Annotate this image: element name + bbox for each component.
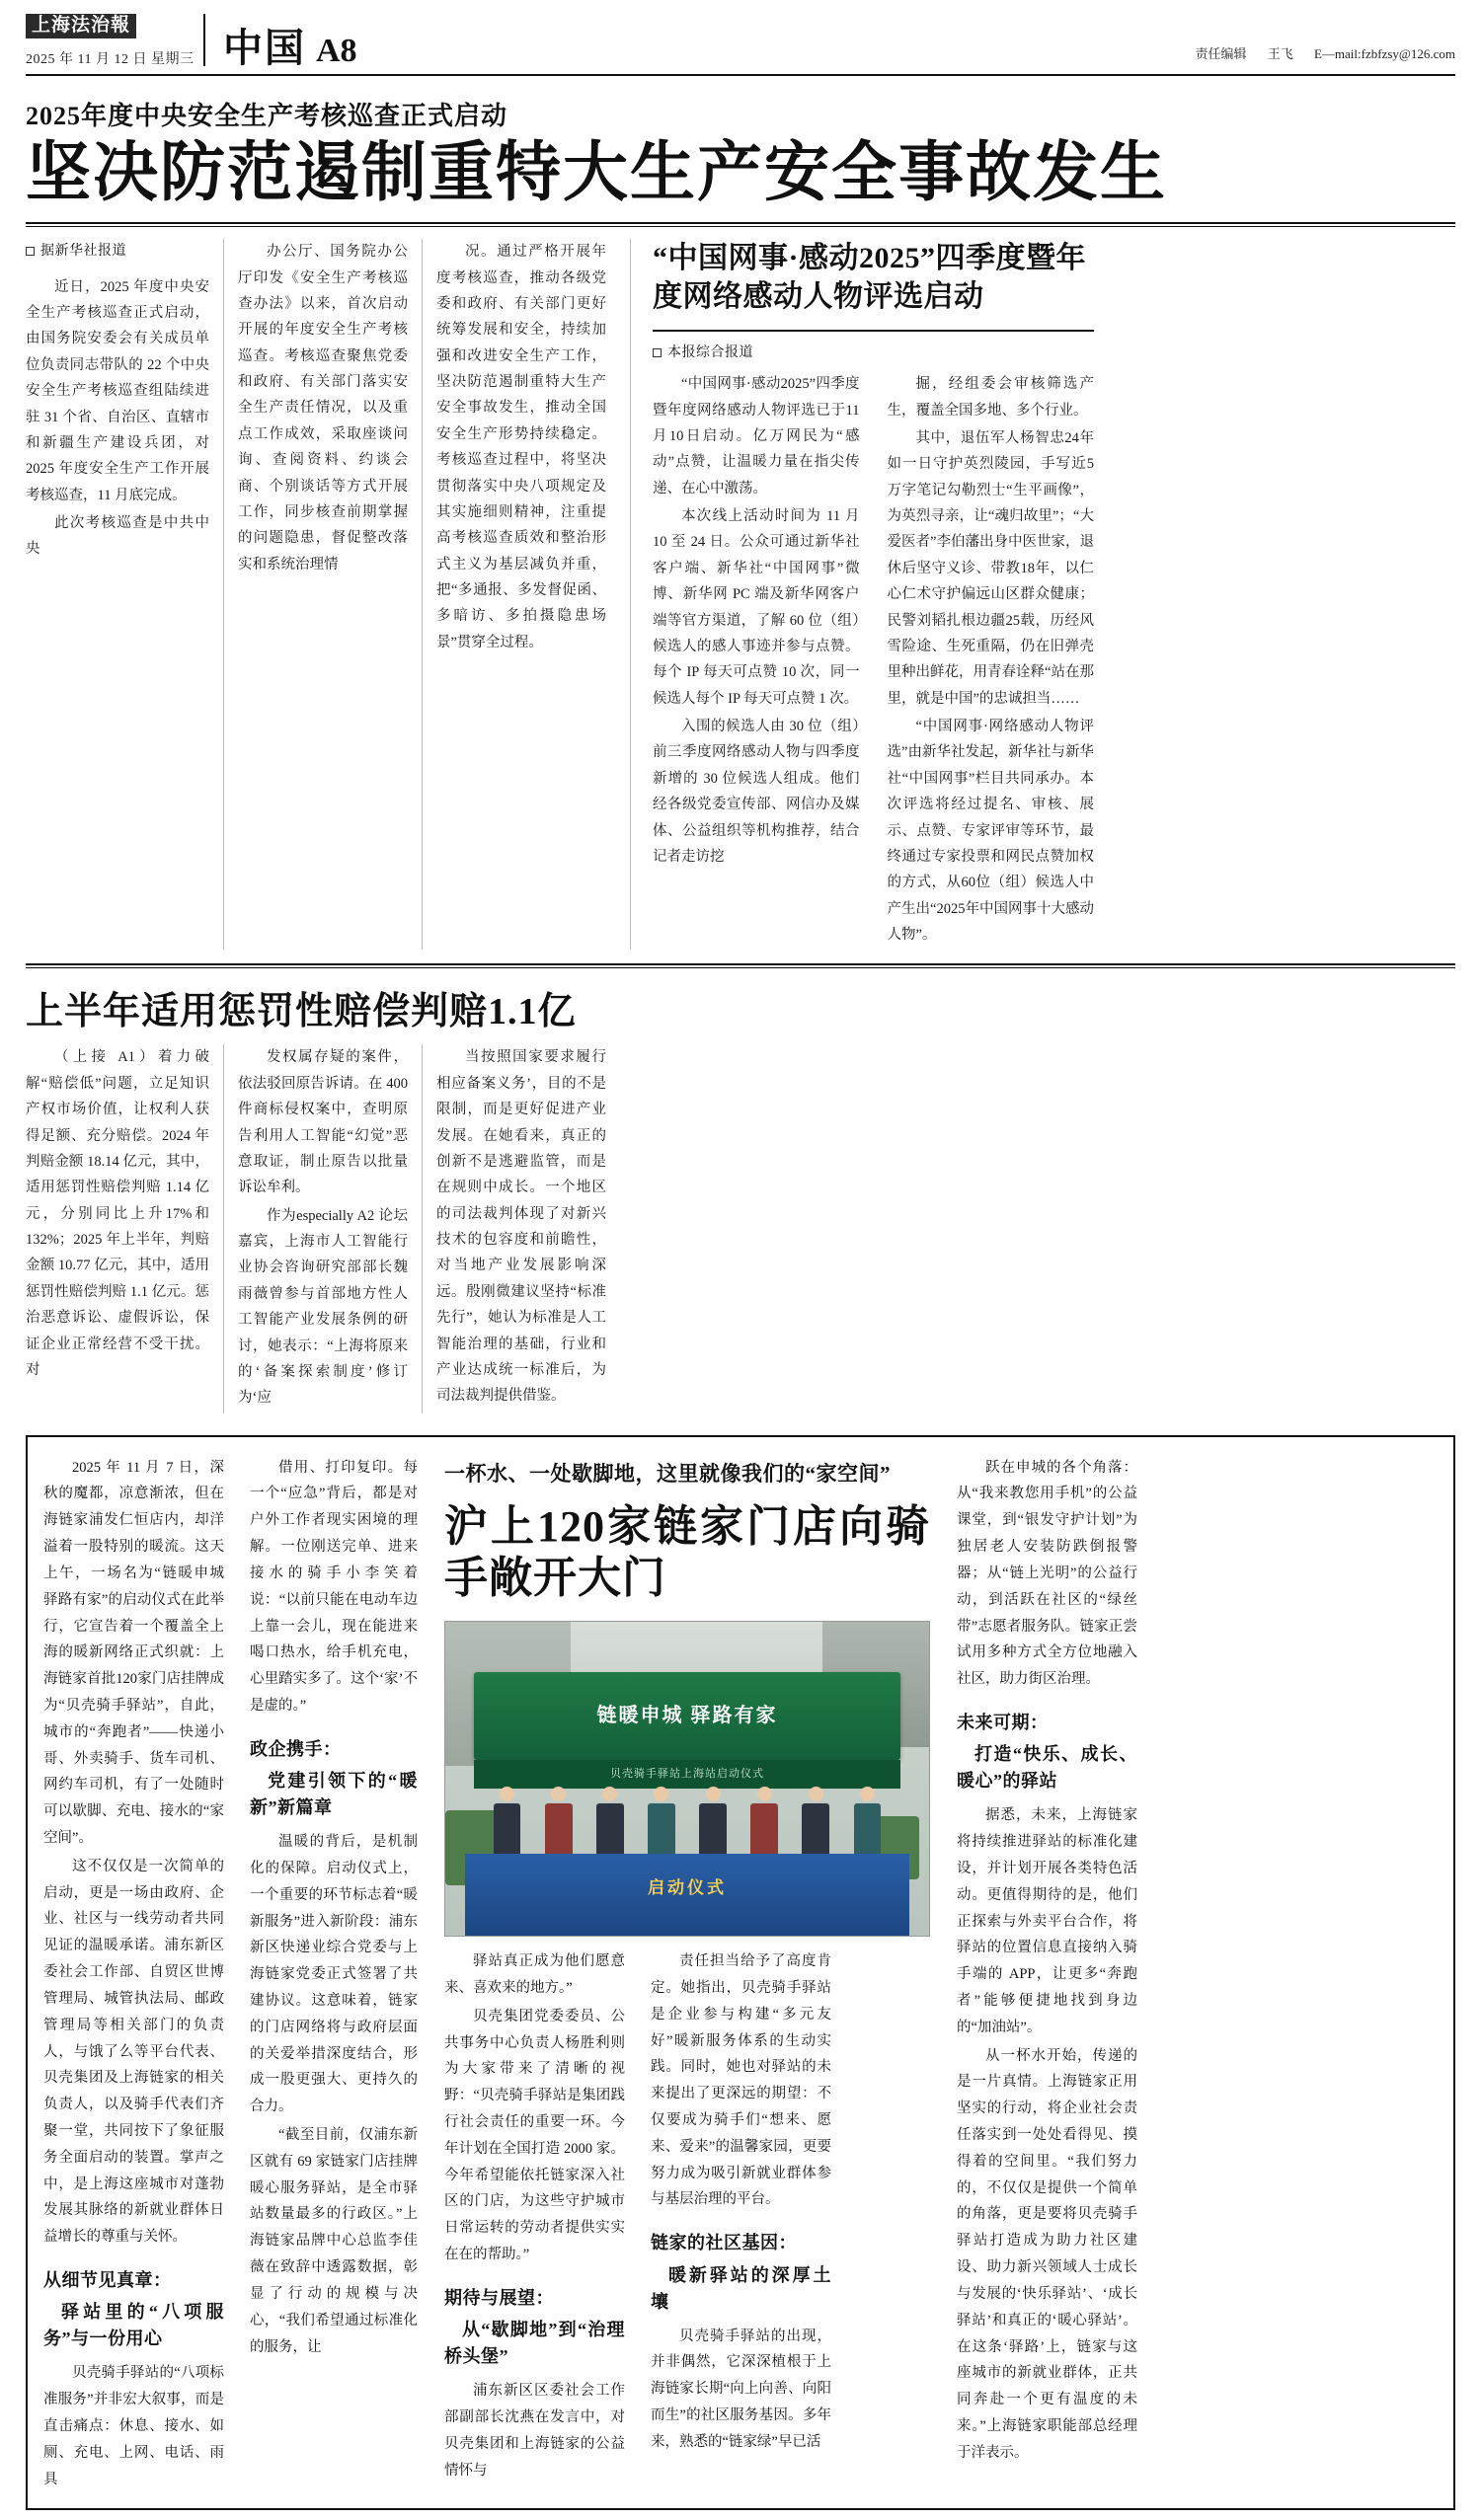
mid-column-3 xyxy=(423,1044,620,1413)
feature-subhead: 从细节见真章： xyxy=(43,2270,172,2291)
photo-banner-sub: 贝壳骑手驿站上海站启动仪式 xyxy=(474,1760,899,1789)
feature-column-2 xyxy=(237,1455,430,2495)
photo-person-body xyxy=(854,1803,881,1854)
paragraph: 浦东新区区委社会工作部副部长沈燕在发言中，对贝壳集团和上海链家的公益情怀与 xyxy=(444,2383,625,2479)
photo-person xyxy=(545,1773,572,1855)
secondary-column-1 xyxy=(653,371,874,950)
rule-thick xyxy=(653,330,1094,332)
editor-email: E—mail:fzbfzsy@126.com xyxy=(1313,45,1455,61)
paragraph: （上接 A1）着力破解“赔偿低”问题，立足知识产权市场价值，让权利人获得足额、充分赔偿。2024 年判赔金额 18.14 亿元，其中，适用惩罚性赔偿判赔 1.14 亿元，分别同比上升17%和132%；2025 年上半年，判赔金额 10.77 亿元，其中，适用惩罚性赔偿判赔 1.1 亿元。惩治恶意诉讼、虚假诉讼，保证企业正常经营不受干扰。对 xyxy=(26,1049,209,1378)
paragraph: 跃在申城的各个角落：从“我来教您用手机”的公益课堂，到“银发守护计划”为独居老人安装防跌倒报警器；从“链上光明”的公益行动，到活跃在社区的“绿丝带”志愿者服务队。链家正尝试用多种方式全方位地融入社区，助力街区治理。 xyxy=(957,1459,1137,1688)
paragraph: 况。通过严格开展年度考核巡查，推动各级党委和政府、有关部门更好统筹发展和安全，持续加强和改进安全生产工作，坚决防范遏制重特大生产安全事故发生，推动全国安全生产形势持续稳定。考核巡查过程中，将坚决贯彻落实中央八项规定及其实施细则精神，注重提高考核巡查质效和整治形式主义为基层减负并重，把“多通报、多发督促函、多暗访、多拍摄隐患场景”贯穿全过程。 xyxy=(436,244,606,650)
mid-headline: 上半年适用惩罚性赔偿判赔1.1亿 xyxy=(26,991,577,1033)
paragraph: 此次考核巡查是中共中央 xyxy=(26,515,209,558)
paragraph: 贝壳骑手驿站的“八项标准服务”并非宏大叙事，而是直击痛点：休息、接水、如厕、充电、上网、电话、雨具 xyxy=(43,2365,224,2487)
mid-column-1 xyxy=(26,1044,223,1413)
feature-column-4 xyxy=(444,1948,638,2485)
rule-thick xyxy=(26,963,1455,965)
photo-person-body xyxy=(699,1803,726,1854)
feature-column-6 xyxy=(944,1455,1137,2495)
paragraph: “中国网事·网络感动人物评选”由新华社发起，新华社与新华社“中国网事”栏目共同承办。本次评选将经过提名、审核、展示、点赞、专家评审等环节，最终通过专家投票和网民点赞加权的方式，从60位（组）候选人中产生出“2025年中国网事十大感动人物”。 xyxy=(887,719,1094,944)
feature-headline: 沪上120家链家门店向骑手敞开大门 xyxy=(444,1501,930,1603)
feature-center-columns xyxy=(444,1948,930,2485)
editor-label: 责任编辑 xyxy=(1195,45,1247,61)
page-number: A8 xyxy=(316,32,357,69)
photo-person-head xyxy=(706,1787,721,1801)
lead-column-2 xyxy=(224,239,422,950)
photo-person-head xyxy=(757,1787,772,1801)
paragraph: 掘，经组委会审核筛选产生，覆盖全国多地、多个行业。 xyxy=(887,376,1094,419)
photo-person xyxy=(494,1773,520,1855)
masthead xyxy=(26,14,1455,76)
mid-columns xyxy=(26,1044,1455,1413)
photo-person-head xyxy=(654,1787,668,1801)
paragraph: “截至目前，仅浦东新区就有 69 家链家门店挂牌暖心服务驿站，是全市驿站数量最多的行政区。”上海链家品牌中心总监李佳薇在致辞中透露数据，彰显了行动的规模与决心，“我们希望通过标准化的服务，让 xyxy=(250,2127,418,2355)
mid-column-2 xyxy=(224,1044,422,1413)
paragraph: 其中，退伍军人杨智忠24年如一日守护英烈陵园，手写近5万字笔记勾勒烈士“生平画像”，为英烈寻亲，让“魂归故里”；“大爱医者”李伯藩出身中医世家，退休后坚守义诊、带教18年，以仁心仁术守护偏远山区群众健康；民警刘韬扎根边疆25载，历经风雪险途、生死重隔，仍在旧弹壳里种出鲜花，用青春诠释“站在那里，就是中国”的忠诚担当…… xyxy=(887,429,1094,707)
paragraph: 本次线上活动时间为 11 月 10 至 24 日。公众可通过新华社客户端、新华社“中国网事”微博、新华网 PC 端及新华网客户端等官方渠道，了解 60 位（组）候选人的感人事迹并参与点赞。每个 IP 每天可点赞 10 次，同一候选人每个 IP 每天可点赞 1 次。 xyxy=(653,508,860,707)
photo-stage xyxy=(465,1854,910,1936)
photo-person-head xyxy=(860,1787,875,1801)
paragraph: 作为especially A2 论坛嘉宾，上海市人工智能行业协会咨询研究部部长魏雨薇曾参与首部地方性人工智能产业发展条例的研讨，她表示：“上海将原来的‘备案探索制度’修订为‘应 xyxy=(238,1207,408,1407)
photo-person xyxy=(750,1773,777,1855)
lead-column-3 xyxy=(423,239,620,950)
publication-date: 2025 年 11 月 12 日 星期三 xyxy=(26,51,195,67)
paragraph: 这不仅仅是一次简单的启动，更是一场由政府、企业、社区与一线劳动者共同见证的温暖承诺。浦东新区委社会工作部、自贸区世博管理局、城管执法局、邮政管理局等相关部门的负责人，与饿了么等平台代表、贝壳集团及上海链家的相关负责人，以及骑手代表们齐聚一堂，共同按下了象征服务全面启动的装置。掌声之中，是上海这座城市对蓬勃发展其脉络的新就业群体日益增长的尊重与关怀。 xyxy=(43,1858,224,2246)
square-bullet-icon xyxy=(653,348,662,357)
lead-kicker: 2025年度中央安全生产考核巡查正式启动 xyxy=(26,101,508,130)
photo-people-group xyxy=(494,1773,881,1855)
paragraph: 温暖的背后，是机制化的保障。启动仪式上，一个重要的环节标志着“暖新服务”进入新阶段：浦东新区快递业综合党委与上海链家党委正式签署了共建协议。这意味着，链家的门店网络将与政府层面的关爱举措深度结合，形成一股更强大、更持久的合力。 xyxy=(250,1834,418,2115)
feature-subhead-line2: 暖新驿站的深厚土壤 xyxy=(651,2264,831,2312)
secondary-columns xyxy=(653,371,1094,950)
lead-story-header xyxy=(26,96,1455,227)
photo-person xyxy=(854,1773,881,1855)
feature-subhead-line2: 驿站里的“八项服务”与一份用心 xyxy=(43,2302,224,2349)
paragraph: 据悉，未来，上海链家将持续推进驿站的标准化建设，并计划开展各类特色活动。更值得期待的是，他们正探索与外卖平台合作，将驿站的位置信息直接纳入骑手端的 APP，让更多“奔跑者”能够便捷地找到身边的“加油站”。 xyxy=(957,1807,1137,2035)
photo-person-body xyxy=(802,1803,828,1854)
section-label xyxy=(223,25,1177,70)
photo-person-head xyxy=(551,1787,566,1801)
masthead-left xyxy=(26,14,203,68)
masthead-divider xyxy=(203,14,205,66)
editor-name: 王飞 xyxy=(1267,45,1293,61)
paragraph: 贝壳骑手驿站的出现，并非偶然，它深深植根于上海链家长期“向上向善、向阳而生”的社区服务基因。多年来，熟悉的“链家绿”早已活 xyxy=(651,2328,831,2450)
feature-subhead: 期待与展望： xyxy=(444,2287,554,2308)
paragraph: 贝壳集团党委委员、公共事务中心负责人杨胜利则为大家带来了清晰的视野：“贝壳骑手驿站是集团践行社会责任的重要一环。今年计划在全国打造 2000 家。今年希望能依托链家深入社区的门店，为这些守护城市日常运转的劳动者提供实实在在的帮助。” xyxy=(444,2008,625,2263)
feature-subhead-line2: 从“歇脚地”到“治理桥头堡” xyxy=(444,2320,625,2367)
photo-person-body xyxy=(494,1803,520,1854)
feature-subhead: 未来可期： xyxy=(957,1712,1049,1732)
lead-headline: 坚决防范遏制重特大生产安全事故发生 xyxy=(26,136,1167,209)
paragraph: 入围的候选人由 30 位（组）前三季度网络感动人物与四季度新增的 30 位候选人组成。他们经各级党委宣传部、网信办及媒体、公益组织等机构推荐，结合记者走访挖 xyxy=(653,719,860,865)
paragraph: 发权属存疑的案件，依法驳回原告诉请。在 400 件商标侵权案中，查明原告利用人工智能“幻觉”恶意取证，制止原告以批量诉讼牟利。 xyxy=(238,1049,408,1196)
feature-subhead: 政企携手： xyxy=(250,1738,342,1759)
photo-person xyxy=(596,1773,623,1855)
mid-story xyxy=(26,963,1455,1413)
feature-column-1 xyxy=(43,1455,237,2495)
paragraph: 近日，2025 年度中央安全生产考核巡查正式启动，由国务院安委会有关成员单位负责同志带队的 22 个中央安全生产考核巡查组陆续进驻 31 个省、自治区、直辖市和新疆生产建设兵团，对 2025 年度安全生产工作开展考核巡查，11 月底完成。 xyxy=(26,278,209,503)
feature-subhead-line2: 打造“快乐、成长、暖心”的驿站 xyxy=(957,1744,1137,1792)
photo-person xyxy=(802,1773,828,1855)
photo-stage-text: 启动仪式 xyxy=(647,1877,727,1897)
lead-byline-text: 据新华社报道 xyxy=(40,244,126,260)
photo-person-head xyxy=(602,1787,617,1801)
newspaper-logo: 上海法治報 xyxy=(26,14,136,38)
paragraph: 驿站真正成为他们愿意来、喜欢来的地方。” xyxy=(444,1953,625,1996)
paragraph: 2025 年 11 月 7 日，深秋的魔都，凉意渐浓，但在海链家浦发仁恒店内，却洋溢着一股特别的暖流。这天上午，一场名为“链暖申城 驿路有家”的启动仪式在此举行，它宣告着一个覆盖全上海的暖新网络正式织就：上海链家首批120家门店挂牌成为“贝壳骑手驿站”，自此，城市的“奔跑者”——快递小哥、外卖骑手、货车司机、网约车司机，有了一处随时可以歇脚、充电、接水的“家空间”。 xyxy=(43,1459,224,1847)
photo-person xyxy=(699,1773,726,1855)
secondary-column-2 xyxy=(874,371,1095,950)
rule-thin xyxy=(26,967,1455,968)
feature-column-5 xyxy=(638,1948,831,2485)
photo-person-body xyxy=(648,1803,674,1854)
secondary-headline: “中国网事·感动2025”四季度暨年度网络感动人物评选启动 xyxy=(653,242,1087,314)
photo-person-body xyxy=(750,1803,777,1854)
paragraph: 责任担当给予了高度肯定。她指出，贝壳骑手驿站是企业参与构建“多元友好”暖新服务体系的生动实践。同时，她也对驿站的未来提出了更深远的期望：不仅要成为骑手们“想来、愿来、爱来”的温馨家园，更要努力成为吸引新就业群体参与基层治理的平台。 xyxy=(651,1953,831,2208)
feature-subhead-line2: 党建引领下的“暖新”新篇章 xyxy=(250,1771,418,1818)
feature-kicker: 一杯水、一处歇脚地，这里就像我们的“家空间” xyxy=(444,1461,891,1486)
photo-person-body xyxy=(596,1803,623,1854)
photo-person-body xyxy=(545,1803,572,1854)
paragraph: “中国网事·感动2025”四季度暨年度网络感动人物评选已于11月10日启动。亿万网民为“感动”点赞，让温暖力量在指尖传递、在心中激荡。 xyxy=(653,376,860,496)
secondary-story xyxy=(630,239,1094,950)
rule-thick xyxy=(26,222,1455,224)
square-bullet-icon xyxy=(26,247,35,256)
paragraph: 借用、打印复印。每一个“应急”背后，都是对户外工作者现实困境的理解。一位刚送完单、进来接水的骑手小李笑着说：“以前只能在电动车边上靠一会儿，现在能进来喝口热水，给手机充电，心里踏实多了。这个‘家’不是虚的。” xyxy=(250,1459,418,1714)
paragraph: 当按照国家要求履行相应备案义务’，目的不是限制，而是更好促进产业发展。在她看来，真正的创新不是逃避监管，而是在规则中成长。一个地区的司法裁判体现了对新兴技术的包容度和前瞻性，对当地产业发展影响深远。殷刚微建议坚持“标准先行”，她认为标准是人工智能治理的基础，行业和产业达成统一标准后，为司法裁判提供借鉴。 xyxy=(436,1049,606,1405)
feature-center-block xyxy=(430,1455,944,2495)
photo-person-head xyxy=(809,1787,823,1801)
photo-person-head xyxy=(500,1787,514,1801)
upper-section xyxy=(26,239,1455,950)
photo-person xyxy=(648,1773,674,1855)
lead-byline xyxy=(26,239,209,264)
paragraph: 办公厅、国务院办公厅印发《安全生产考核巡查办法》以来，首次启动开展的年度安全生产考核巡查。考核巡查聚焦党委和政府、有关部门落实安全生产责任情况，以及重点工作成效，采取座谈问询、查阅资料、约谈会商、个别谈话等方式开展工作，同步核查前期掌握的问题隐患，督促整改落实和系统治理情 xyxy=(238,244,408,573)
secondary-byline-text: 本报综合报道 xyxy=(667,345,753,361)
feature-story xyxy=(26,1435,1455,2511)
section-name: 中国 xyxy=(223,25,306,70)
masthead-credits xyxy=(1177,43,1455,68)
rule-thin xyxy=(26,226,1455,227)
paragraph: 从一杯水开始，传递的是一片真情。上海链家正用坚实的行动，将企业社会责任落实到一处处看得见、摸得着的空间里。“我们努力的，不仅仅是提供一个简单的角落，更是要将贝壳骑手驿站打造成为助力社区建设、助力新兴领域人士成长与发展的‘快乐驿站’、‘成长驿站’和真正的‘暖心驿站’。在这条‘驿路’上，链家与这座城市的新就业群体，正共同奔赴一个更有温度的未来。”上海链家职能部总经理于洋表示。 xyxy=(957,2047,1137,2461)
secondary-byline xyxy=(653,342,1094,361)
lead-column-1 xyxy=(26,239,223,950)
feature-subhead: 链家的社区基因： xyxy=(651,2233,797,2253)
photo-banner-main: 链暖申城 驿路有家 xyxy=(474,1672,899,1760)
feature-photo xyxy=(444,1621,930,1937)
